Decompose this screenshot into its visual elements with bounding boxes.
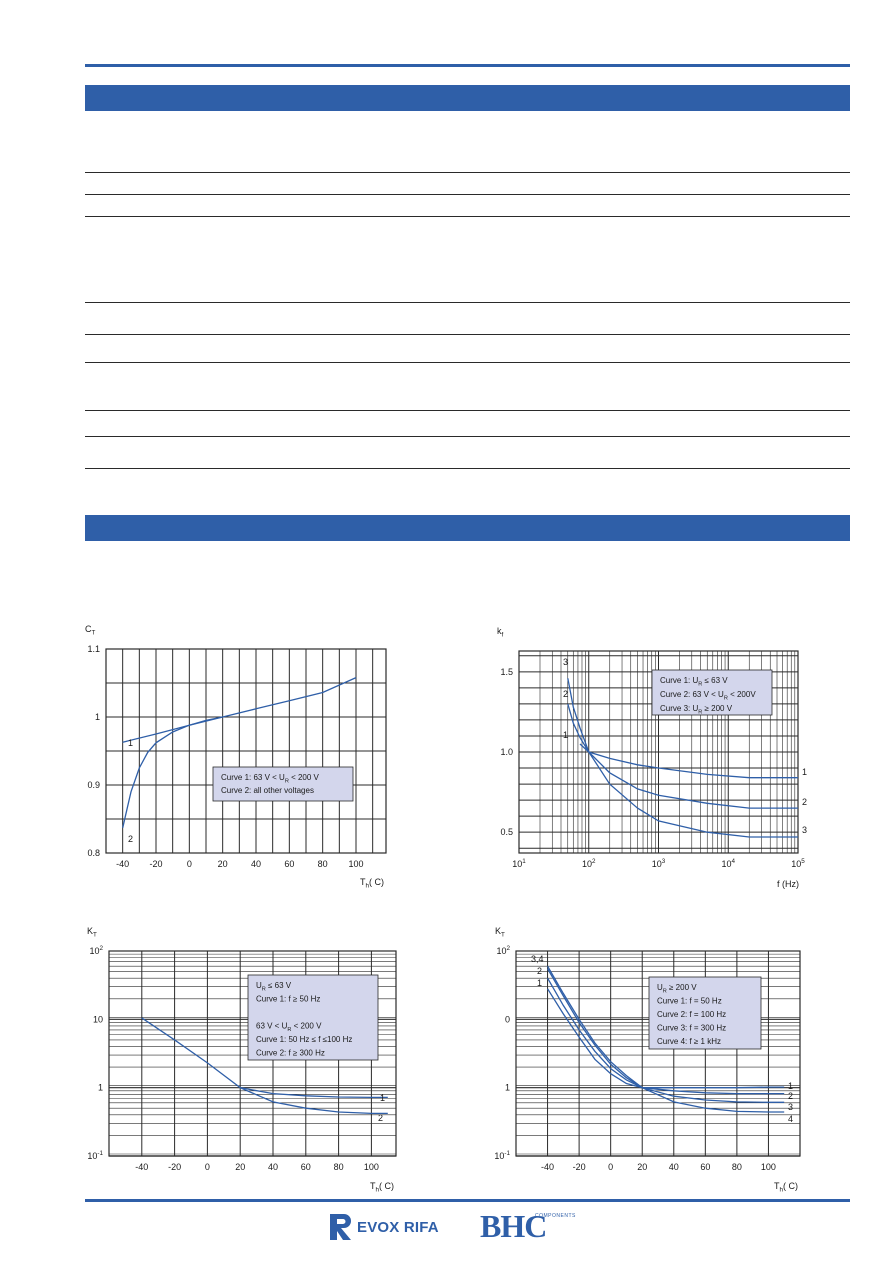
x-tick-label: -20 xyxy=(168,1162,182,1172)
x-tick-label: 20 xyxy=(235,1162,246,1172)
series-tag: 1 xyxy=(788,1081,794,1091)
x-tick-label: -20 xyxy=(149,859,163,869)
x-tick-label: $10^4$ xyxy=(721,857,736,869)
series-tag: 3 xyxy=(802,825,808,835)
y-tick-label: 1 xyxy=(97,1082,103,1093)
series-tag: 1 xyxy=(128,738,134,748)
legend-entry: Curve 2: 63 $V < U_R < 200V$ xyxy=(660,690,756,702)
y-tick-label: 0.5 xyxy=(500,827,513,838)
chart-1 xyxy=(85,624,386,890)
legend-entry: $U_R \le 63$ V xyxy=(256,981,292,993)
series-tag: 1 xyxy=(537,978,543,988)
y-axis-label: $C_T$ xyxy=(85,624,96,637)
series-tag: 2 xyxy=(128,834,134,844)
y-tick-label: 0.9 xyxy=(87,780,100,790)
series-tag: 2 xyxy=(378,1113,384,1123)
x-axis-label: $T_h$( C) xyxy=(773,1181,799,1194)
series-tag: 3 xyxy=(788,1102,794,1112)
series-tag: 3,4 xyxy=(531,954,544,964)
legend-entry: Curve 3: $U_R \ge 200$ V xyxy=(660,704,733,716)
legend-entry: $U_R \ge 200$ V xyxy=(657,983,697,995)
legend-entry: Curve 2: f = 100 Hz xyxy=(657,1010,727,1019)
series-1-line xyxy=(580,744,798,778)
x-tick-label: 40 xyxy=(250,859,262,869)
series-tag: 1 xyxy=(802,767,808,777)
x-tick-label: 40 xyxy=(267,1162,279,1172)
x-tick-label: 0 xyxy=(204,1162,210,1172)
x-axis-label: f (Hz) xyxy=(777,879,799,889)
y-tick-label: 1 xyxy=(504,1082,510,1093)
x-tick-label: 60 xyxy=(700,1162,711,1172)
series-tag: 2 xyxy=(802,797,808,807)
y-tick-label: 1 xyxy=(94,712,100,722)
series-tag: 2 xyxy=(788,1091,794,1101)
evox-rifa-logo-text: EVOX RIFA xyxy=(357,1219,439,1236)
x-tick-label: 40 xyxy=(668,1162,679,1172)
x-tick-label: 80 xyxy=(317,859,328,869)
x-tick-label: 80 xyxy=(333,1162,344,1172)
x-tick-label: 100 xyxy=(363,1162,379,1172)
chart-2 xyxy=(497,626,807,889)
legend-entry: Curve 3: f = 300 Hz xyxy=(657,1023,727,1033)
chart-4 xyxy=(494,926,800,1194)
series-tag: 2 xyxy=(537,966,543,976)
legend-entry: Curve 1: $U_R \le 63$ V xyxy=(660,676,728,688)
y-tick-label: 1.1 xyxy=(87,644,100,654)
y-tick-label: 1.5 xyxy=(500,666,513,677)
x-tick-label: 100 xyxy=(348,859,364,869)
y-tick-label: 10 xyxy=(92,1014,103,1025)
y-tick-label: 0 xyxy=(504,1014,510,1025)
x-tick-label: $10^3$ xyxy=(651,857,666,869)
chart-3 xyxy=(87,926,396,1194)
legend-entry: Curve 2: all other voltages xyxy=(221,786,314,795)
x-tick-label: -20 xyxy=(572,1162,586,1172)
y-tick-label: $10^{-1}$ xyxy=(494,1149,510,1161)
x-axis-label: $T_h$( C) xyxy=(359,877,385,890)
series-tag: 2 xyxy=(563,689,569,699)
x-tick-label: $10^1$ xyxy=(512,857,526,869)
legend-entry: Curve 4: f ≥ 1 kHz xyxy=(657,1037,721,1046)
x-tick-label: 80 xyxy=(731,1162,742,1172)
x-tick-label: 0 xyxy=(608,1162,614,1172)
series-tag: 4 xyxy=(788,1114,794,1124)
y-axis-label: $K_T$ xyxy=(87,926,97,939)
legend-entry: Curve 1: 63 $V < U_R < 200$ V xyxy=(221,773,319,785)
x-tick-label: 0 xyxy=(186,859,192,869)
y-tick-label: $10^2$ xyxy=(496,944,510,956)
series-tag: 1 xyxy=(563,730,569,740)
y-axis-label: $K_T$ xyxy=(495,926,505,939)
series-tag: 1 xyxy=(380,1093,386,1103)
x-tick-label: 20 xyxy=(637,1162,648,1172)
x-tick-label: -40 xyxy=(116,859,130,869)
x-tick-label: $10^5$ xyxy=(791,857,805,869)
series-tag: 3 xyxy=(563,657,569,667)
y-tick-label: $10^2$ xyxy=(89,944,103,956)
y-tick-label: 0.8 xyxy=(87,848,100,858)
legend-entry: Curve 2: f ≥ 300 Hz xyxy=(256,1048,325,1058)
bhc-logo-subtext: COMPONENTS xyxy=(535,1213,576,1219)
x-tick-label: 100 xyxy=(760,1162,776,1172)
bhc-logo-text: BHC xyxy=(480,1208,547,1244)
legend-entry: Curve 1: 50 Hz ≤ f ≤100 Hz xyxy=(256,1035,353,1044)
x-tick-label: 60 xyxy=(284,859,295,869)
x-tick-label: 60 xyxy=(300,1162,311,1172)
legend-entry: 63 $V < U_R < 200$ V xyxy=(256,1021,322,1033)
x-tick-label: 20 xyxy=(217,859,228,869)
evox-rifa-logo-icon xyxy=(330,1214,352,1240)
legend-entry: Curve 1: f ≥ 50 Hz xyxy=(256,994,321,1004)
y-tick-label: $10^{-1}$ xyxy=(87,1149,103,1161)
x-tick-label: $10^2$ xyxy=(581,857,596,869)
y-axis-label: $k_f$ xyxy=(497,626,504,639)
x-axis-label: $T_h$( C) xyxy=(369,1181,395,1194)
y-tick-label: 1.0 xyxy=(500,747,513,757)
x-tick-label: -40 xyxy=(135,1162,149,1172)
x-tick-label: -40 xyxy=(541,1162,555,1172)
legend-entry: Curve 1: f = 50 Hz xyxy=(657,996,722,1006)
